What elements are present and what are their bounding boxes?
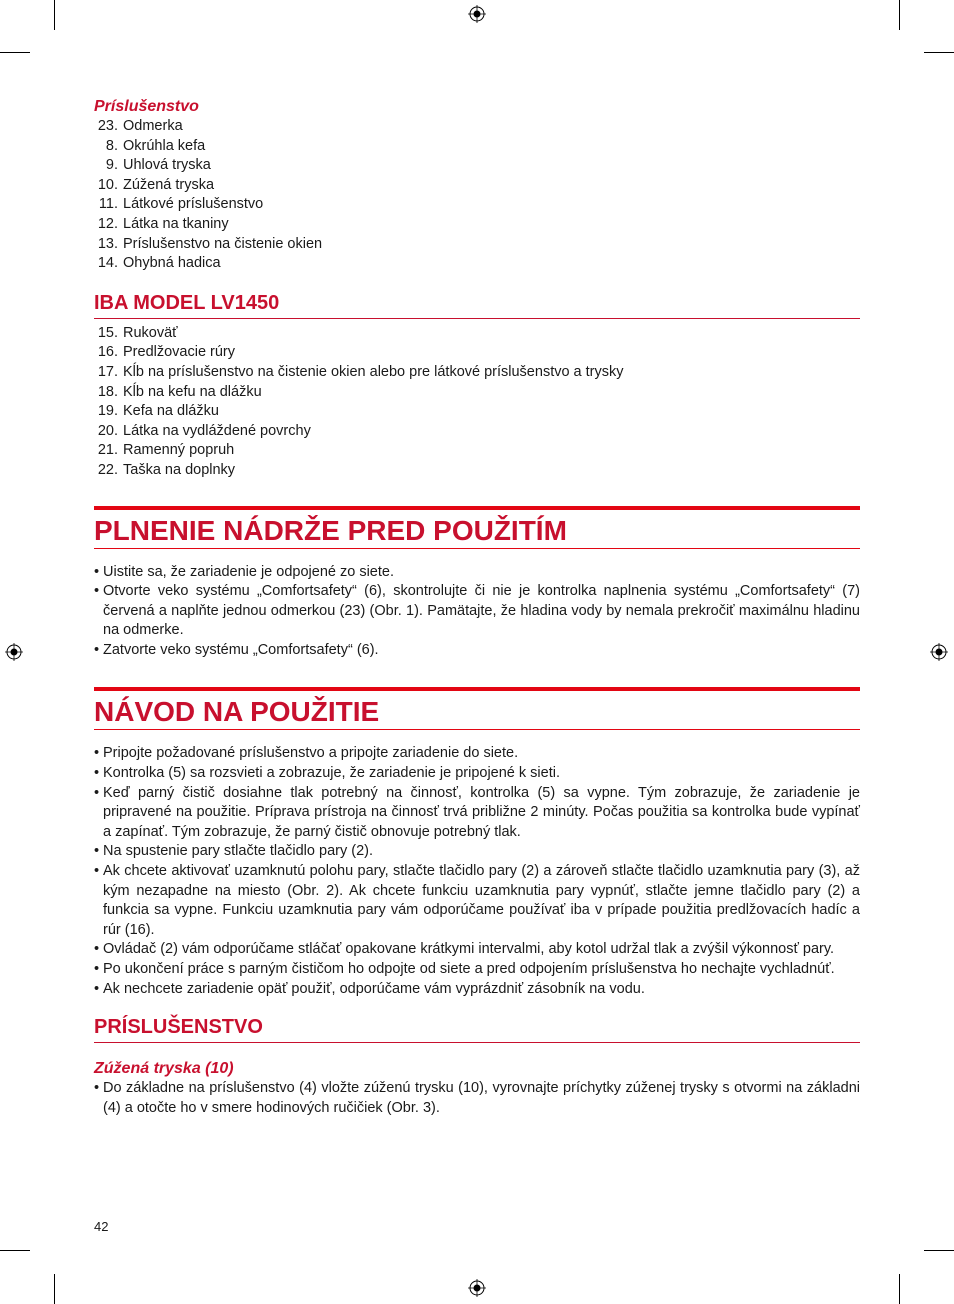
item-text: Zúžená tryska	[123, 176, 215, 193]
bullet-item: • Keď parný čistič dosiahne tlak potrebný na činnosť, kontrolka (5) sa vypne. Tým zobrazuje, že zariadenie je pripravené na použitie. Príprava prístroja na činnosť trvá približne 2 minúty. Počas použitia sa kontrolka bude vypínať a zapínať. Tým zobrazuje, že parný čistič obnovuje potrebný tlak.	[94, 784, 860, 843]
bullet-item: • Ak nechcete zariadenie opäť použiť, odporúčame vám vyprázdniť zásobník na vodu.	[94, 980, 860, 1000]
item-number: 20.	[97, 422, 118, 439]
item-number: 23.	[97, 118, 118, 134]
item-number: 22.	[97, 461, 118, 478]
usage-heading: NÁVOD NA POUŽITIE	[94, 687, 860, 730]
bullet-item: • Do základne na príslušenstvo (4) vložte zúženú trysku (10), vyrovnajte príchytky zúženej trysky s otvormi na základni (4) a otočte ho v smere hodinových ručičiek (Obr. 3).	[94, 1079, 860, 1118]
page-number: 42	[94, 1219, 109, 1234]
item-text: Predlžovacie rúry	[123, 344, 236, 361]
list-item	[94, 324, 860, 344]
fill-list	[94, 563, 860, 661]
item-text: Rukoväť	[123, 324, 178, 341]
page-content	[94, 97, 860, 1118]
accessories-subheading: Príslušenstvo	[94, 98, 199, 115]
registration-mark-icon	[930, 643, 948, 661]
item-text: Príslušenstvo na čistenie okien	[123, 235, 323, 252]
crop-mark	[54, 1274, 55, 1304]
bullet-item: • Otvorte veko systému „Comfortsafety“ (6), skontrolujte či nie je kontrolka naplnenia systému „Comfortsafety“ (7) červená a naplňte jednou odmerkou (23) (Obr. 1). Pamätajte, že hladina vody by nemala prekročiť maximálnu hladinu na odmerke.	[94, 582, 860, 641]
bullet-item: • Ovládač (2) vám odporúčame stláčať opakovane krátkymi intervalmi, aby kotol udržal tlak a zvýšil výkonnosť pary.	[94, 940, 860, 960]
bullet-item: • Po ukončení práce s parným čističom ho odpojte od siete a pred odpojením príslušenstva ho nechajte vychladnúť.	[94, 960, 860, 980]
list-item	[94, 156, 860, 176]
item-number: 19.	[97, 403, 118, 420]
item-text: Látka na tkaniny	[123, 215, 229, 232]
crop-mark	[899, 0, 900, 30]
list-item	[94, 402, 860, 422]
bullet-item: • Ak chcete aktivovať uzamknutú polohu pary, stlačte tlačidlo pary (2) a zároveň stlačte tlačidlo uzamknutia pary (3), až kým nezapadne na miesto (Obr. 2). Ak chcete funkciu uzamknutia pary vypnúť, stlačte jemne tlačidlo pary (2) a funkcia sa vypne. Funkciu uzamknutia pary vám odporúčame používať iba v prípade použitia predlžovacích hadíc a rúr (16).	[94, 862, 860, 940]
registration-mark-icon	[468, 5, 486, 23]
bullet-item: • Kontrolka (5) sa rozsvieti a zobrazuje, že zariadenie je pripojené k sieti.	[94, 764, 860, 784]
item-number: 13.	[97, 235, 118, 252]
list-item	[94, 422, 860, 442]
item-number: 10.	[97, 176, 118, 193]
item-text: Taška na doplnky	[123, 461, 236, 478]
model-list	[94, 324, 860, 481]
list-item	[94, 195, 860, 215]
item-text: Odmerka	[123, 118, 183, 134]
list-item	[94, 117, 860, 137]
item-text: Okrúhla kefa	[123, 137, 206, 154]
bullet-item: • Na spustenie pary stlačte tlačidlo pary (2).	[94, 842, 860, 862]
list-item	[94, 441, 860, 461]
usage-list	[94, 744, 860, 999]
crop-mark	[54, 0, 55, 30]
crop-mark	[924, 1250, 954, 1251]
item-number: 17.	[97, 363, 118, 380]
item-number: 18.	[97, 383, 118, 400]
registration-mark-icon	[5, 643, 23, 661]
crop-mark	[924, 52, 954, 53]
item-text: Uhlová tryska	[123, 157, 211, 174]
model-heading: IBA MODEL LV1450	[94, 291, 860, 319]
item-number: 15.	[97, 324, 118, 341]
nozzle-list	[94, 1079, 860, 1118]
item-text: Kĺb na kefu na dlážku	[123, 383, 262, 400]
registration-mark-icon	[468, 1279, 486, 1297]
list-item	[94, 254, 860, 274]
item-text: Látkové príslušenstvo	[123, 196, 264, 213]
list-item	[94, 461, 860, 481]
list-item	[94, 383, 860, 403]
item-text: Ramenný popruh	[123, 442, 235, 459]
item-text: Ohybná hadica	[123, 255, 221, 272]
item-number: 8.	[105, 137, 118, 154]
crop-mark	[899, 1274, 900, 1304]
accessories-list	[94, 117, 860, 274]
item-number: 21.	[97, 442, 118, 459]
item-number: 14.	[97, 255, 118, 272]
list-item	[94, 363, 860, 383]
item-text: Kefa na dlážku	[123, 403, 219, 420]
accessories-heading: PRÍSLUŠENSTVO	[94, 1015, 860, 1043]
item-number: 16.	[97, 344, 118, 361]
item-text: Kĺb na príslušenstvo na čistenie okien alebo pre látkové príslušenstvo a trysky	[123, 363, 624, 380]
item-number: 11.	[98, 196, 118, 213]
crop-mark	[0, 52, 30, 53]
bullet-item: • Uistite sa, že zariadenie je odpojené zo siete.	[94, 563, 860, 583]
crop-mark	[0, 1250, 30, 1251]
item-text: Látka na vydláždené povrchy	[123, 422, 311, 439]
list-item	[94, 137, 860, 157]
list-item	[94, 343, 860, 363]
fill-heading: PLNENIE NÁDRŽE PRED POUŽITÍM	[94, 506, 860, 549]
item-number: 9.	[105, 157, 118, 174]
bullet-item: • Pripojte požadované príslušenstvo a pripojte zariadenie do siete.	[94, 744, 860, 764]
list-item	[94, 215, 860, 235]
nozzle-subheading: Zúžená tryska (10)	[94, 1060, 234, 1078]
bullet-item: • Zatvorte veko systému „Comfortsafety“ (6).	[94, 641, 860, 661]
list-item	[94, 176, 860, 196]
item-number: 12.	[97, 215, 118, 232]
list-item	[94, 235, 860, 255]
